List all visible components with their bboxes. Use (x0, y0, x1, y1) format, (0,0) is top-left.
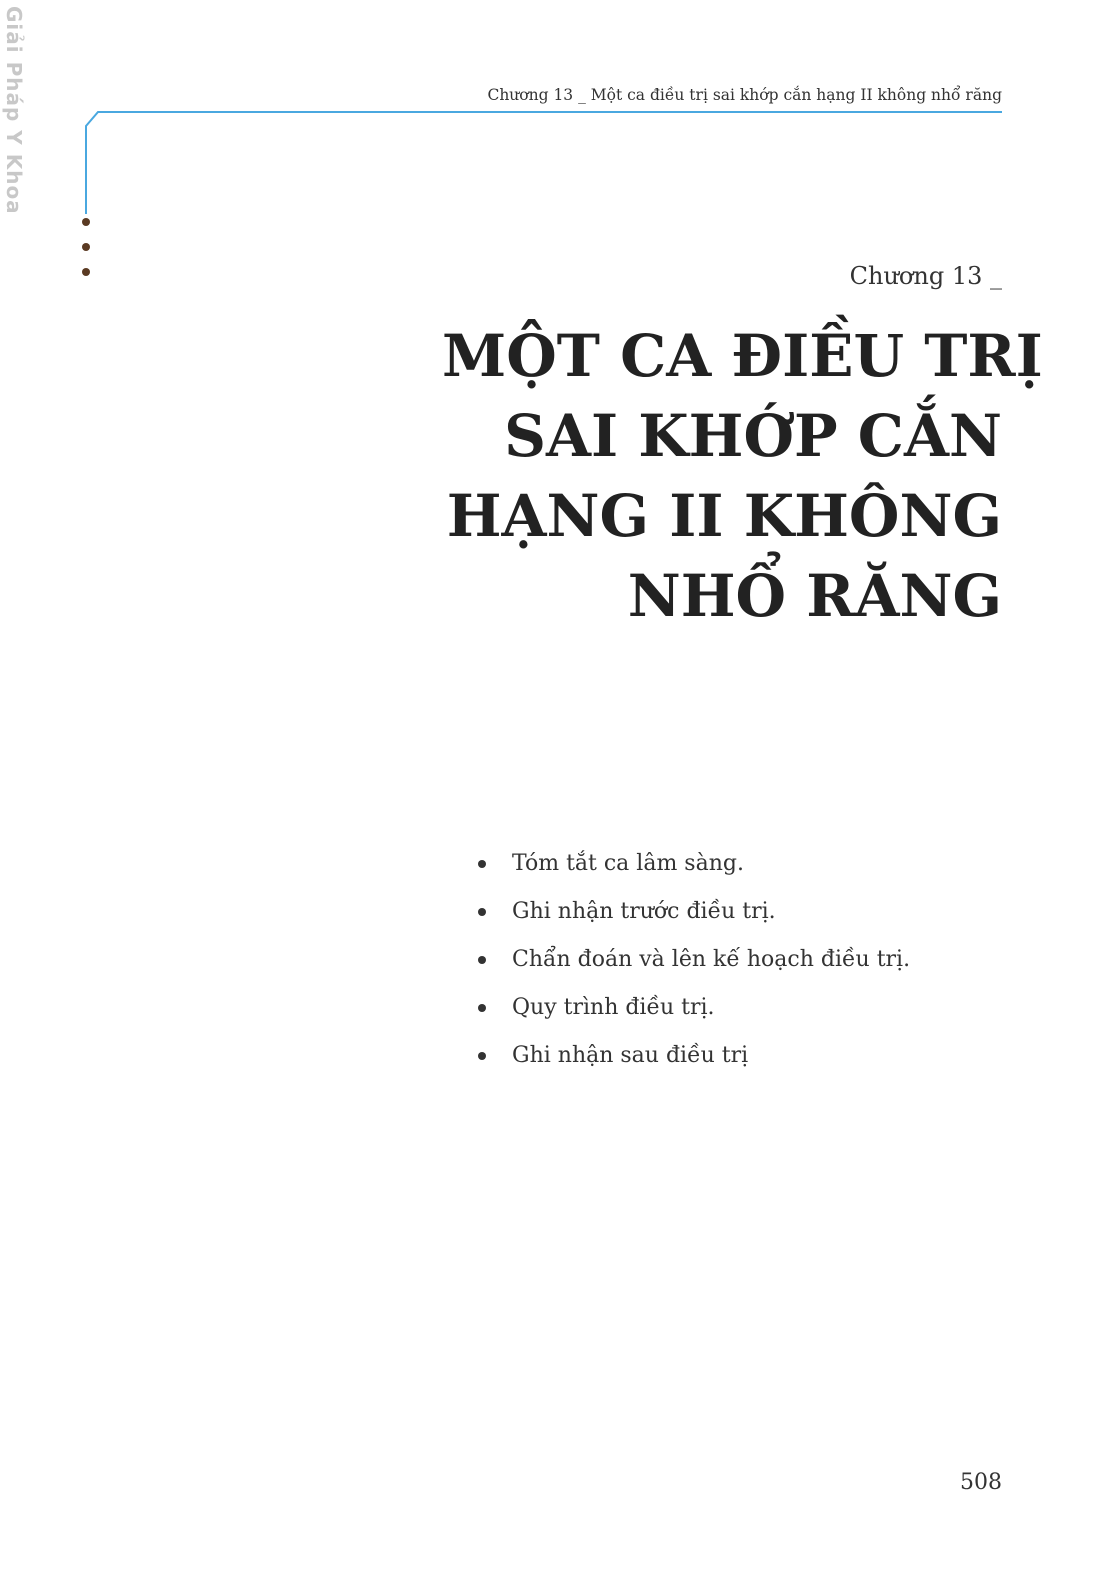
chapter-title-line: HẠNG II KHÔNG (446, 482, 1002, 550)
decorative-dot-1 (82, 218, 90, 226)
chapter-label: Chương 13 _ (849, 262, 1002, 290)
list-item (478, 936, 910, 984)
list-item (478, 984, 910, 1032)
list-item (478, 840, 910, 888)
bullet-icon (478, 908, 486, 916)
list-item (478, 888, 910, 936)
list-item-text: Ghi nhận trước điều trị. (512, 899, 776, 924)
list-item-text: Ghi nhận sau điều trị (512, 1043, 749, 1068)
watermark-text: Giải Pháp Y Khoa (2, 6, 26, 215)
chapter-title-line: SAI KHỚP CẮN (504, 402, 1002, 470)
chapter-title-line: NHỔ RĂNG (627, 562, 1002, 630)
chapter-title (442, 316, 1043, 636)
page-number: 508 (960, 1470, 1002, 1495)
header-frame-decoration (0, 0, 1102, 300)
header-rule-line (86, 112, 1002, 214)
bullet-icon (478, 1052, 486, 1060)
list-item (478, 1032, 910, 1080)
decorative-dot-3 (82, 268, 90, 276)
chapter-title-line: MỘT CA ĐIỀU TRỊ (442, 322, 1043, 390)
list-item-text: Quy trình điều trị. (512, 995, 715, 1020)
list-item-text: Chẩn đoán và lên kế hoạch điều trị. (512, 947, 911, 972)
decorative-dot-2 (82, 243, 90, 251)
bullet-icon (478, 1004, 486, 1012)
bullet-icon (478, 860, 486, 868)
list-item-text: Tóm tắt ca lâm sàng. (512, 851, 744, 876)
running-header: Chương 13 _ Một ca điều trị sai khớp cắn hạng II không nhổ răng (487, 86, 1002, 104)
topic-list (478, 840, 910, 1080)
bullet-icon (478, 956, 486, 964)
